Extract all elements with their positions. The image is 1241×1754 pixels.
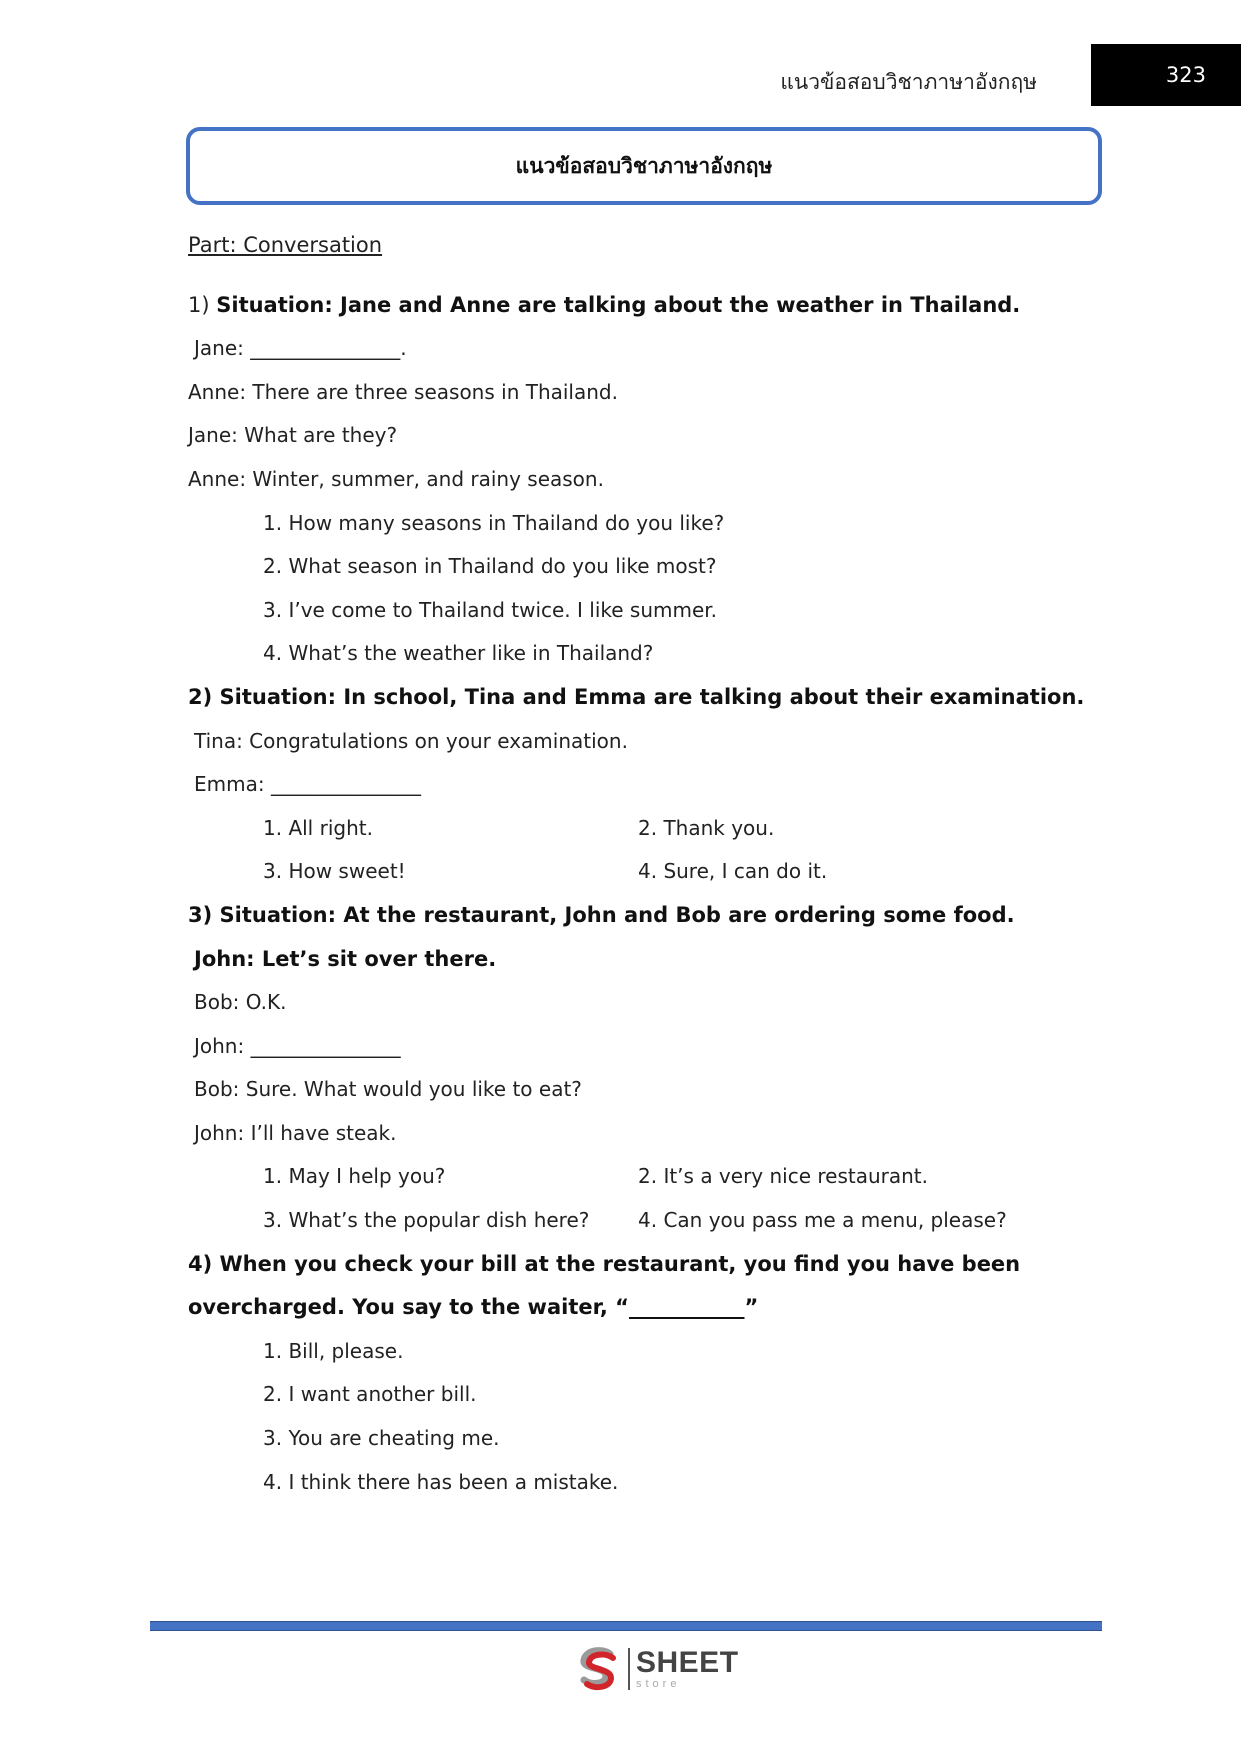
question-4-heading-cont: overcharged. You say to the waiter, “___________” [188,1295,759,1320]
logo-subword: store [636,1678,681,1690]
dialogue-line: John: _______________ [194,1033,401,1058]
dialogue-line: Jane: _______________. [194,336,407,361]
title-box: แนวข้อสอบวิชาภาษาอังกฤษ [186,127,1102,205]
question-3-heading: 3) Situation: At the restaurant, John and Bob are ordering some food. [188,902,1015,927]
worksheet-content [188,224,1108,1504]
answer-option: 2. It’s a very nice restaurant. [638,1164,929,1189]
dialogue-line: Bob: O.K. [194,990,287,1015]
header-title: แนวข้อสอบวิชาภาษาอังกฤษ [780,70,1037,94]
page-number: 323 [1091,44,1241,106]
dialogue-line: Tina: Congratulations on your examination. [194,728,628,753]
sheet-store-logo [576,1646,739,1692]
answer-option: 2. I want another bill. [263,1382,477,1407]
dialogue-line: John: I’ll have steak. [194,1120,397,1145]
logo-word: SHEET [636,1646,739,1679]
answer-option: 3. What’s the popular dish here? [263,1208,590,1233]
option-row [188,807,1108,851]
option-row [188,1155,1108,1199]
logo-text [636,1648,739,1690]
question-1-heading [188,284,1108,328]
question-4-heading: 4) When you check your bill at the restaurant, you find you have been [188,1251,1021,1276]
answer-option: 1. Bill, please. [263,1338,404,1363]
sheet-store-logo-icon [576,1646,622,1692]
question-2-heading: 2) Situation: In school, Tina and Emma are talking about their examination. [188,684,1085,709]
answer-option: 1. May I help you? [263,1164,446,1189]
dialogue-line: Anne: There are three seasons in Thailand. [188,379,618,404]
answer-option: 3. You are cheating me. [263,1426,500,1451]
logo-separator [628,1648,630,1690]
part-label: Part: Conversation [188,233,383,257]
footer-divider [150,1621,1102,1631]
dialogue-line: Bob: Sure. What would you like to eat? [194,1077,582,1102]
dialogue-line: Jane: What are they? [188,423,398,448]
dialogue-line-bold: John: Let’s sit over there. [194,946,497,971]
answer-option: 4. Sure, I can do it. [638,859,828,884]
answer-option: 4. Can you pass me a menu, please? [638,1208,1007,1233]
answer-option: 3. How sweet! [263,859,406,884]
answer-option: 2. Thank you. [638,815,775,840]
answer-option: 2. What season in Thailand do you like most? [263,554,717,579]
dialogue-line: Anne: Winter, summer, and rainy season. [188,466,604,491]
answer-option: 1. How many seasons in Thailand do you like? [263,510,725,535]
question-1-number: 1) [188,292,210,317]
dialogue-line: Emma: _______________ [194,772,421,797]
option-row [188,1199,1108,1243]
option-row [188,850,1108,894]
question-1-situation: Situation: Jane and Anne are talking about the weather in Thailand. [216,292,1021,317]
answer-option: 1. All right. [263,815,373,840]
answer-option: 4. What’s the weather like in Thailand? [263,641,654,666]
answer-option: 4. I think there has been a mistake. [263,1469,619,1494]
answer-option: 3. I’ve come to Thailand twice. I like summer. [263,597,718,622]
